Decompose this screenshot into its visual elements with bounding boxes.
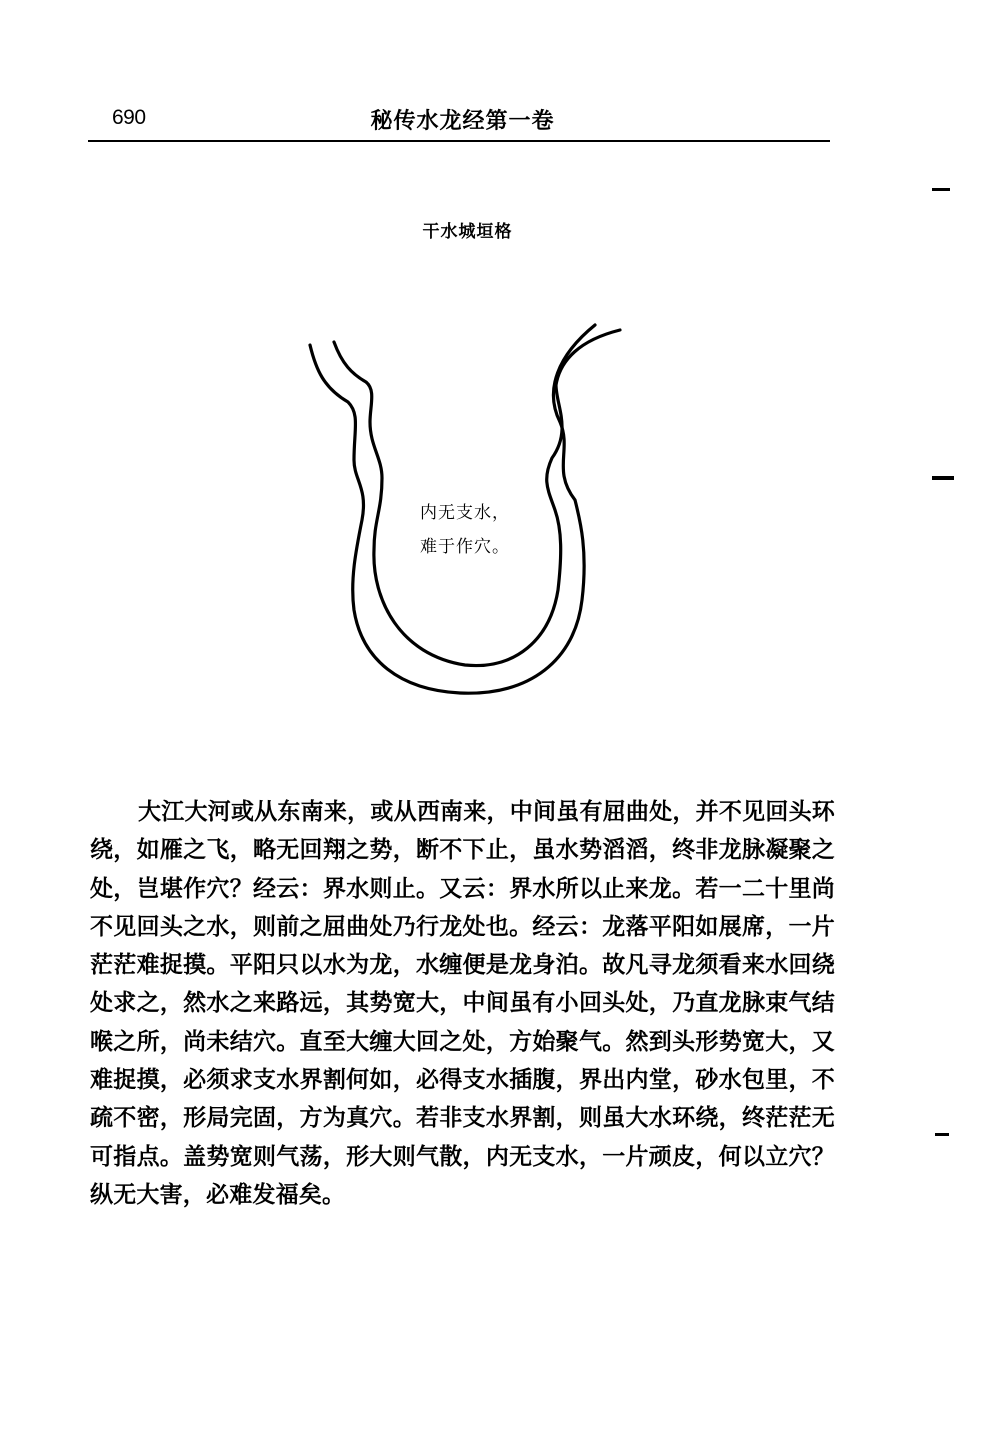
page-number: 690 [112,106,146,129]
header-rule [88,140,830,142]
body-paragraph: 大江大河或从东南来，或从西南来，中间虽有屈曲处，并不见回头环绕，如雁之飞，略无回翔之势，断不下止，虽水势滔滔，终非龙脉凝聚之处，岂堪作穴？经云：界水则止。又云：界水所以止来龙。若一二十里尚不见回头之水，则前之屈曲处乃行龙处也。经云：龙落平阳如展席，一片茫茫难捉摸。平阳只以水为龙，水缠便是龙身泊。故凡寻龙须看来水回绕处求之，然水之来路远，其势宽大，中间虽有小回头处，乃直龙脉束气结喉之所，尚未结穴。直至大缠大回之处，方始聚气。然到头形势宽大，又难捉摸，必须求支水界割何如，必得支水插腹，界出内堂，砂水包里，不疏不密，形局完固，方为真穴。若非支水界割，则虽大水环绕，终茫茫无可指点。盖势宽则气荡，形大则气散，内无支水，一片顽皮，何以立穴？纵无大害，必难发福矣。 [90,799,835,1208]
running-title: 秘传水龙经第一卷 [370,109,555,134]
river-diagram [290,310,650,730]
diagram-label-line-1: 内无支水， [420,503,510,523]
figure-title: 干水城垣格 [422,222,513,242]
body-text [90,793,835,1214]
scan-mark [932,188,950,191]
scan-mark [935,1133,949,1136]
diagram-label [420,496,510,564]
diagram-label-line-2: 难于作穴。 [420,537,510,557]
scan-mark [932,476,954,480]
